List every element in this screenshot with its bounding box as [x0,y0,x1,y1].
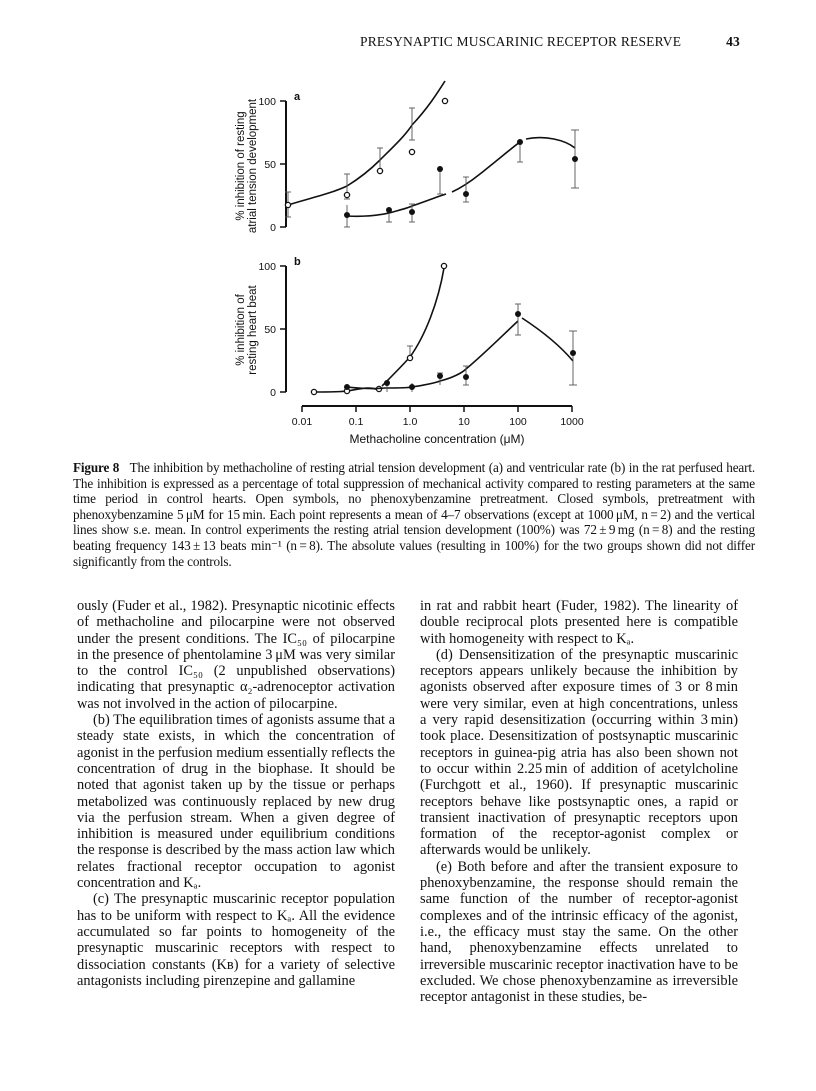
panel-a-label: a [294,91,301,103]
body-left-column [77,598,395,989]
panel-b-ytick-100: 100 [258,261,276,273]
panel-b-closed-series [344,304,577,392]
figure-caption [73,460,755,569]
xtick-10: 10 [458,416,470,428]
xtick-1000: 1000 [560,416,584,428]
paragraph: (b) The equilibration times of agonists assume that a steady state exists, in which the concentration of agonist in the perfusion medium essentially reflects the concentration of drug in the biophase. It should be noted that agonist taken up by the tissue or perhaps metabolized was continuously replaced by new drug via the perfusion stream. When a given degree of inhibition is measured under equilibrium conditions the response is described by the mass action law which relates fractional receptor occupation to agonist concentration and Kₐ. [77,712,395,892]
panel-b-ylabel-1: % inhibition of [235,294,247,366]
panel-a-ytick-50: 50 [264,159,276,171]
paragraph: ously (Fuder et al., 1982). Presynaptic nicotinic effects of methacholine and pilocarpine were not observed under the present conditions. The IC₅₀ of pilocarpine in the presence of phentolamine 3 μM was very similar to the control IC₅₀ (2 unpublished observations) indicating that presynaptic α₂-adrenoceptor activation was not involved in the action of pilocarpine. [77,598,395,712]
figure-chart [200,78,620,453]
paragraph: (c) The presynaptic muscarinic receptor population has to be uniform with respect to Kₐ. All the evidence accumulated so far points to homogeneity of the presynaptic muscarinic receptors with respect to dissociation constants (Kʙ) for a variety of selective antagonists including pirenzepine and gallamine [77,891,395,989]
panel-b-label: b [294,256,301,268]
xtick-1.0: 1.0 [402,416,418,428]
paragraph: (d) Densensitization of the presynaptic muscarinic receptors appears unlikely because the inhibition by agonists observed after exposure times of 3 or 8 min were very similar, even at high concentrations, unless a very rapid desensitization (occurring within 3 min) took place. Desensitization of postsynaptic muscarinic receptors in guinea-pig atria has also been shown not to occur within 2.25 min of addition of acetylcholine (Furchgott et al., 1960). If presynaptic muscarinic receptors behave like postsynaptic ones, a rapid or transient inactivation of presynaptic receptors upon formation of the receptor-agonist complex or afterwards would be unlikely. [420,646,738,859]
x-axis-label: Methacholine concentration (μM) [349,432,525,446]
panel-a-ylabel-2: atrial tension development [247,98,259,234]
panel-b-ytick-50: 50 [264,324,276,336]
panel-b-open-series [311,263,446,394]
xtick-100: 100 [509,416,527,428]
paragraph: in rat and rabbit heart (Fuder, 1982). The linearity of double reciprocal plots presented here is compatible with homogeneity with respect to Kₐ. [420,598,738,647]
panel-a-open-series [285,81,448,217]
panel-a-ytick-100: 100 [258,96,276,108]
panel-a-ylabel-1: % inhibition of resting [235,111,247,221]
figure-8 [200,78,620,453]
panel-b-ylabel-2: resting heart beat [247,285,259,375]
body-right-column [420,598,738,1005]
panel-a-closed-series [344,130,579,227]
caption-text: The inhibition by methacholine of resting atrial tension development (a) and ventricular rate (b) in the rat perfused heart. The inhibition is expressed as a percentage of total suppression of mechanical activity compared to resting parameters at the same time period in control hearts. Open symbols, no phenoxybenzamine pretreatment. Closed symbols, pretreatment with phenoxybenzamine 5 μM for 15 min. Each point represents a mean of 4–7 observations (except at 1000 μM, n = 2) and the vertical lines show s.e. mean. In control experiments the resting atrial tension development (100%) was 72 ± 9 mg (n = 8) and the resting beating frequency 143 ± 13 beats min⁻¹ (n = 8). The absolute values (resulting in 100%) for the two groups shown did not differ significantly from the controls. [73,460,756,569]
xtick-0.1: 0.1 [348,416,364,428]
running-head-title: PRESYNAPTIC MUSCARINIC RECEPTOR RESERVE [360,34,682,49]
panel-a-ytick-0: 0 [270,222,276,234]
paragraph: (e) Both before and after the transient exposure to phenoxybenzamine, the response should remain the same function of the number of receptor-agonist complexes and of the intrinsic efficacy of the agonist, i.e., the efficacy must stay the same. On the other hand, phenoxybenzamine effects unrelated to irreversible muscarinic receptor inactivation have to be excluded. We chose phenoxybenzamine as irreversible receptor antagonist in these studies, be- [420,858,738,1006]
caption-label: Figure 8 [73,460,120,475]
panel-b-ytick-0: 0 [270,387,276,399]
page-number: 43 [726,34,740,49]
xtick-0.01: 0.01 [291,416,313,428]
